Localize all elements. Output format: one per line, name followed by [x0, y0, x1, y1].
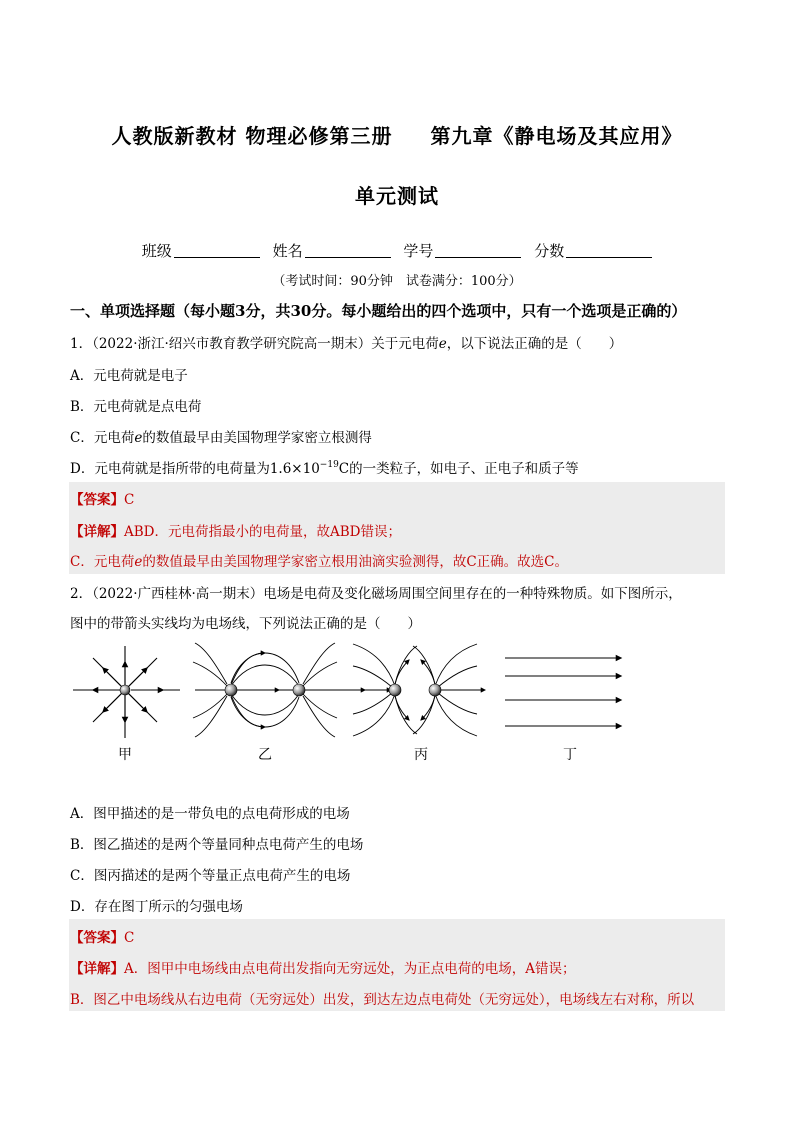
figure-ding	[505, 658, 621, 726]
figure-label-yi: 乙	[258, 747, 272, 763]
q1-option-d: D．元电荷就是指所带的电荷量为$1.6\times 10^{-19}C$的一类粒子，如电子、正电子和质子等	[70, 460, 579, 477]
q1-option-c: C．元电荷e的数值最早由美国物理学家密立根测得	[70, 430, 372, 446]
q2-detail-2: B．图乙中电场线从右边电荷（无穷远处）出发，到达左边点电荷处（无穷远处），电场线左右对称，所以	[70, 992, 695, 1008]
q2-answer: 【答案】C	[70, 930, 135, 946]
figure-label-bing: 丙	[414, 747, 428, 763]
figure-label-ding: 丁	[563, 747, 577, 763]
figure-bing	[350, 644, 485, 736]
figure-jia	[73, 646, 180, 738]
figure-label-jia: 甲	[118, 747, 132, 763]
page-subtitle: 单元测试	[355, 184, 439, 208]
q2-stem-line2: 图中的带箭头实线均为电场线，下列说法正确的是（ ）	[70, 616, 421, 632]
student-info-fields	[0, 240, 794, 261]
q1-answer: 【答案】C	[70, 492, 135, 508]
q2-detail-1: 【详解】A．图甲中电场线由点电荷出发指向无穷远处，为正点电荷的电场，A错误；	[70, 961, 576, 977]
q2-option-a: A．图甲描述的是一带负电的点电荷形成的电场	[70, 806, 350, 822]
q1-detail-1: 【详解】ABD．元电荷指最小的电荷量，故ABD错误；	[70, 524, 401, 540]
blank-line	[566, 257, 652, 258]
blank-line	[174, 257, 260, 258]
blank-line	[435, 257, 521, 258]
q2-stem-line1: 2．（2022·广西桂林·高一期末）电场是电荷及变化磁场周围空间里存在的一种特殊物质。如下图所示，	[70, 586, 682, 602]
q2-option-d: D．存在图丁所示的匀强电场	[70, 899, 243, 915]
field-class: 班级	[142, 240, 260, 261]
title-left: 人教版新教材 物理必修第三册	[111, 124, 393, 148]
section-heading: 一、单项选择题（每小题3分，共30分。每小题给出的四个选项中，只有一个选项是正确的）	[70, 302, 687, 320]
q1-option-a: A．元电荷就是电子	[70, 368, 188, 384]
figure-yi	[193, 643, 365, 737]
q1-detail-2: C．元电荷e的数值最早由美国物理学家密立根用油滴实验测得，故C正确。故选C。	[70, 554, 569, 570]
blank-line	[305, 257, 391, 258]
q1-option-b: B．元电荷就是点电荷	[70, 399, 202, 415]
page-title	[0, 120, 794, 149]
field-lines-figure	[65, 638, 665, 740]
q1-stem: 1．（2022·浙江·绍兴市教育教学研究院高一期末）关于元电荷e，以下说法正确的是（ ）	[70, 336, 623, 352]
field-name: 姓名	[273, 240, 391, 261]
q2-option-b: B．图乙描述的是两个等量同种点电荷产生的电场	[70, 837, 364, 853]
field-score: 分数	[534, 240, 652, 261]
q2-option-c: C．图丙描述的是两个等量正点电荷产生的电场	[70, 868, 351, 884]
exam-time-info: （考试时间：90分钟 试卷满分：100分）	[272, 274, 522, 289]
field-number: 学号	[403, 240, 521, 261]
title-right: 第九章《静电场及其应用》	[430, 124, 683, 148]
